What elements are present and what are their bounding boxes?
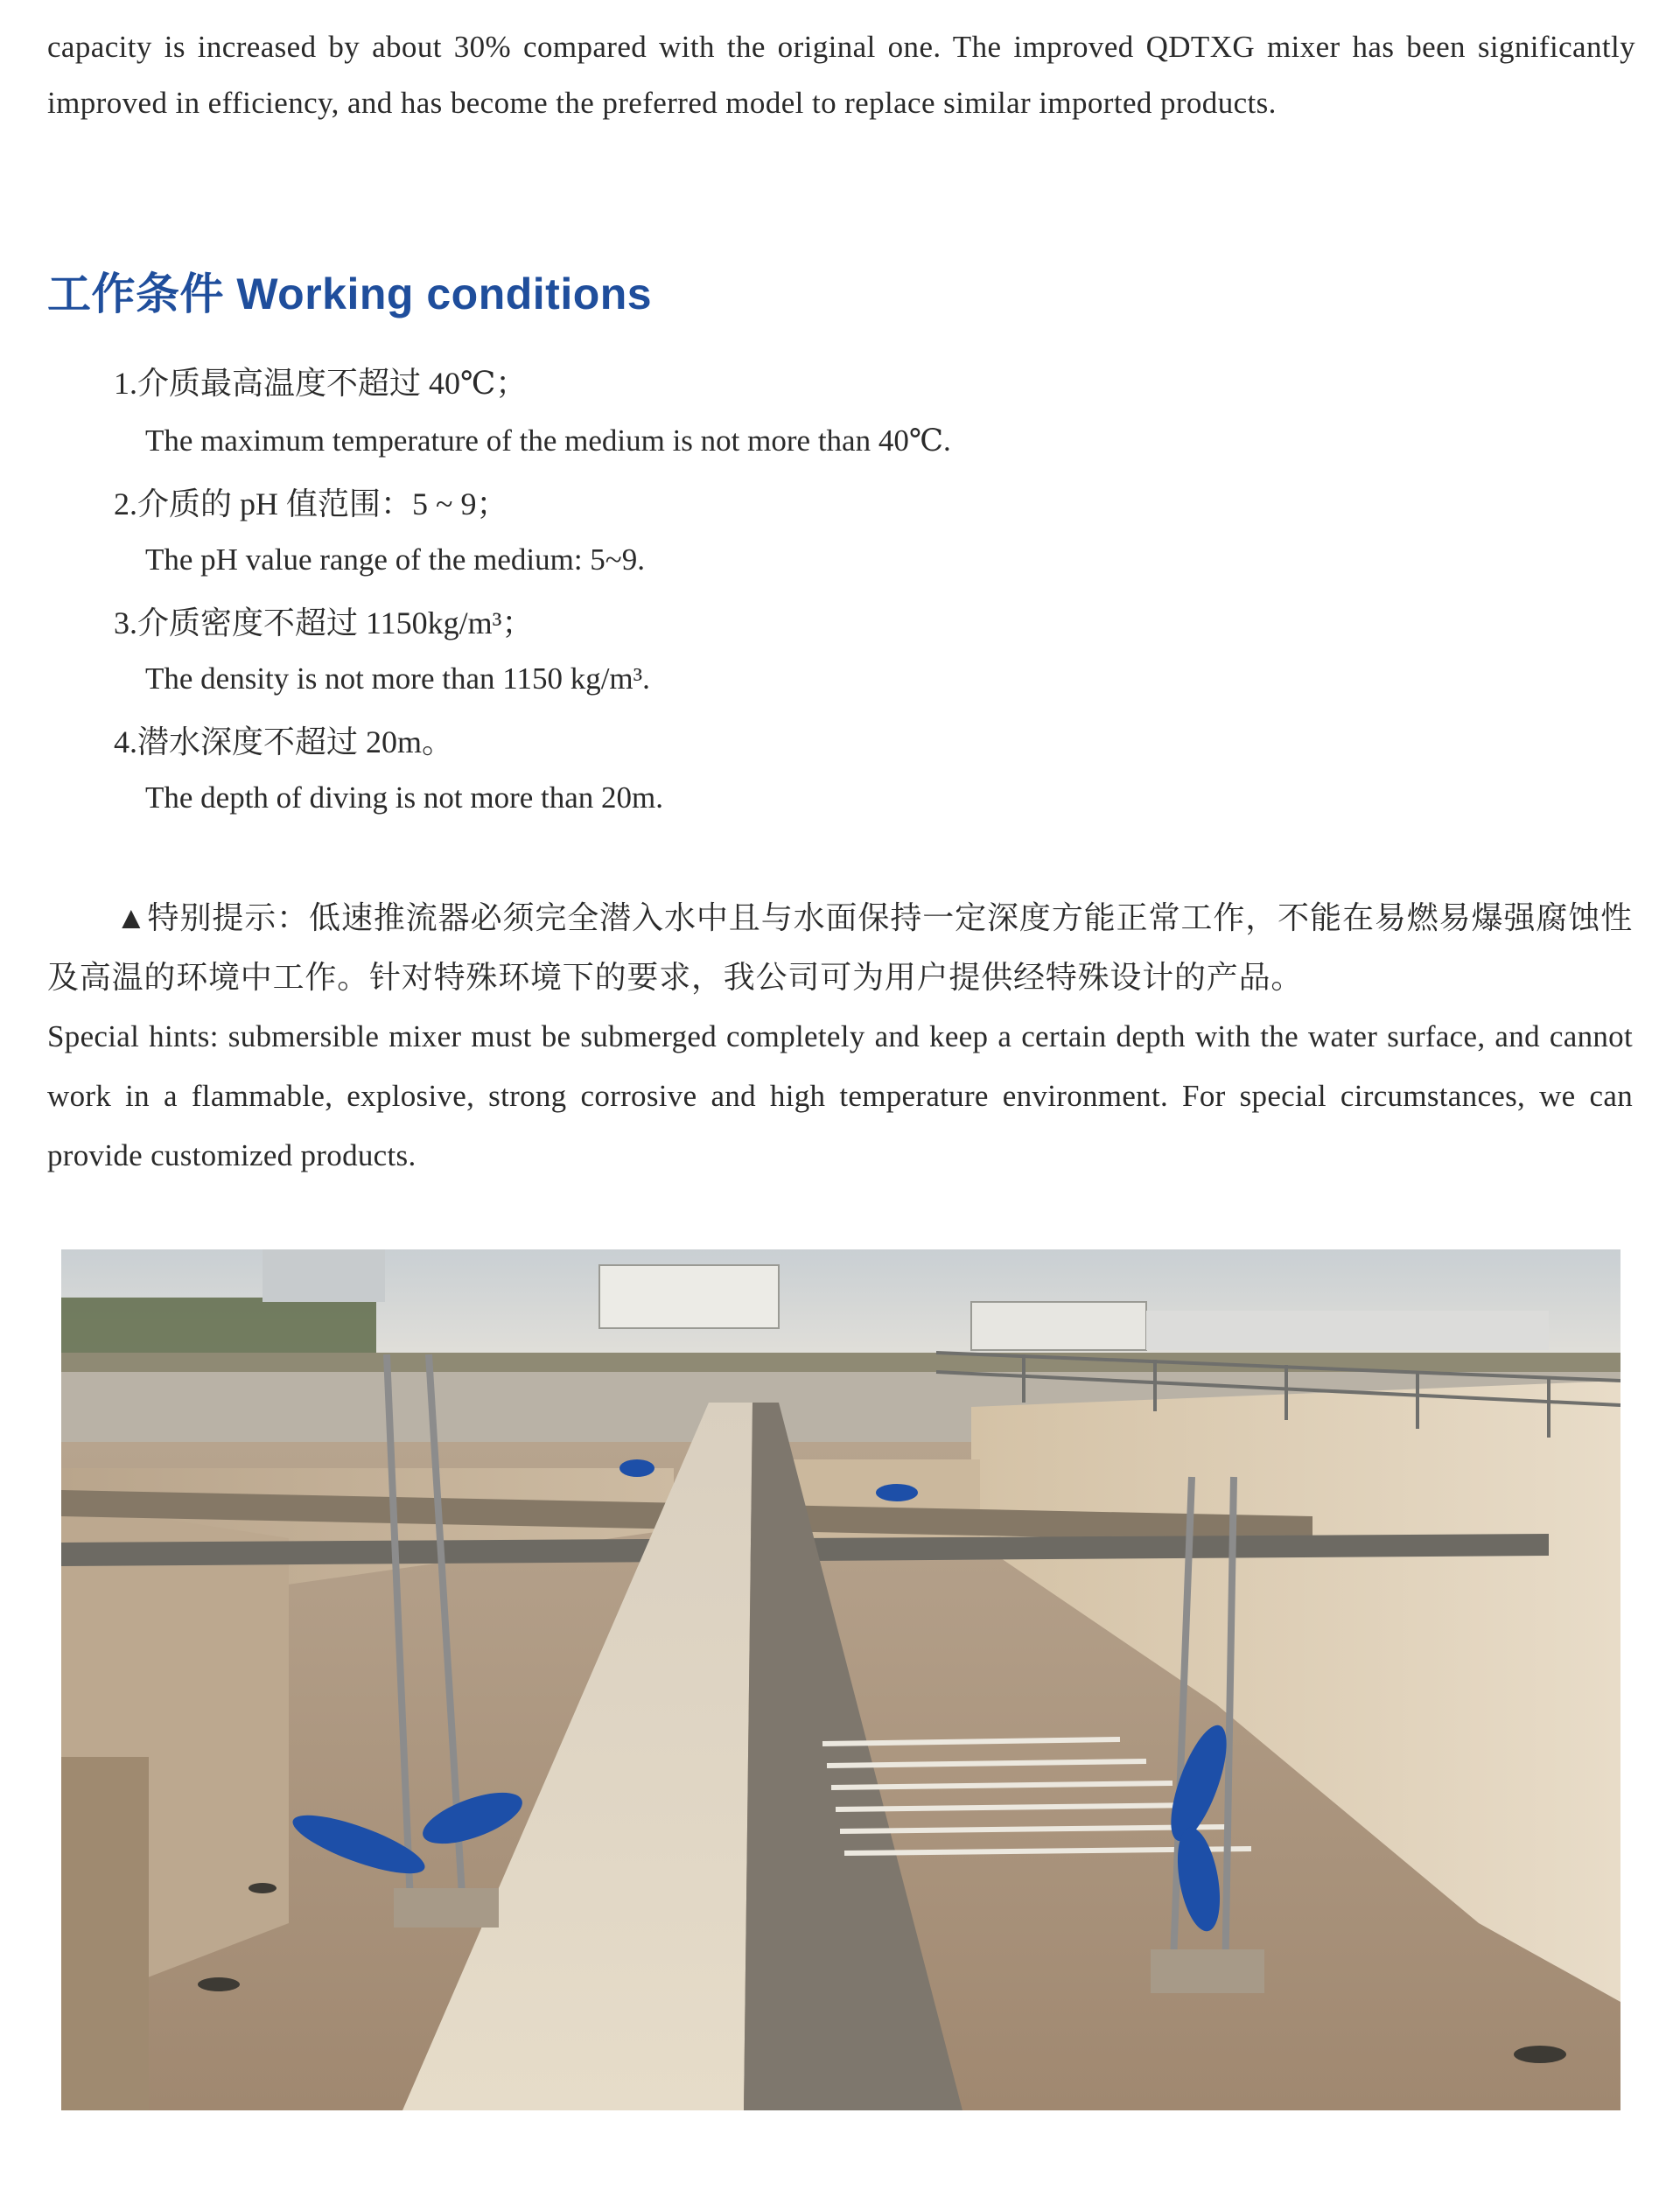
- mixer-base: [394, 1888, 499, 1928]
- horizon-ground: [61, 1353, 1620, 1372]
- special-notice-zh: ▲特别提示：低速推流器必须完全潜入水中且与水面保持一定深度方能正常工作，不能在易燃易爆强腐蚀性及高温的环境中工作。针对特殊环境下的要求，我公司可为用户提供经特殊设计的产品。: [47, 900, 1633, 995]
- condition-en: The density is not more than 1150 kg/m³.: [145, 661, 650, 696]
- condition-zh: 3.介质密度不超过 1150kg/m³；: [114, 605, 534, 640]
- intro-paragraph: [47, 19, 1635, 131]
- mixer-base: [1151, 1949, 1264, 1993]
- debris: [198, 1977, 240, 1991]
- background-mixer-blade: [876, 1484, 918, 1501]
- special-notice: [47, 888, 1633, 1186]
- installation-photo: [61, 1249, 1620, 2110]
- distant-building: [262, 1249, 385, 1302]
- condition-zh: 2.介质的 pH 值范围：5 ~ 9；: [114, 486, 508, 521]
- tree-line: [61, 1298, 376, 1359]
- intro-text: capacity is increased by about 30% compared with the original one. The improved QDTXG mixer has been significantly improved in efficiency, and has become the preferred model to replace similar imported products.: [47, 30, 1635, 120]
- background-mixer-blade: [620, 1459, 654, 1477]
- debris: [1514, 2046, 1566, 2063]
- building-far-right: [1146, 1311, 1549, 1350]
- condition-zh: 4.潜水深度不超过 20m。: [114, 724, 454, 759]
- left-foreground-post: [61, 1757, 149, 2110]
- installation-photo-illustration: [61, 1249, 1620, 2110]
- building-right: [971, 1302, 1146, 1350]
- section-heading-working-conditions: 工作条件 Working conditions: [47, 269, 653, 318]
- debris: [248, 1883, 276, 1893]
- building-white: [599, 1265, 779, 1328]
- condition-en: The pH value range of the medium: 5~9.: [145, 542, 645, 577]
- condition-zh: 1.介质最高温度不超过 40℃；: [114, 366, 528, 401]
- condition-en: The depth of diving is not more than 20m.: [145, 780, 663, 815]
- condition-en: The maximum temperature of the medium is not more than 40℃.: [145, 423, 951, 458]
- special-notice-en: Special hints: submersible mixer must be submerged completely and keep a certain depth with the water surface, and cannot work in a flammable, explosive, strong corrosive and high temperature environment. For special circumstances, we can provide customized products.: [47, 1019, 1633, 1172]
